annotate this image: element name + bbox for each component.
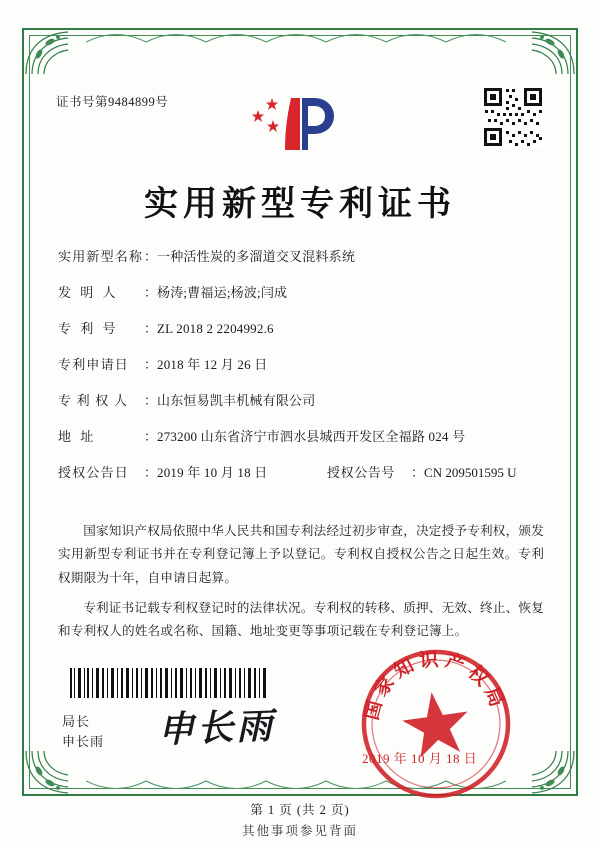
field-label: 发 明 人 (58, 285, 119, 300)
field-colon: ： (144, 465, 158, 480)
paragraph-grant: 国家知识产权局依照中华人民共和国专利法经过初步审查，决定授予专利权，颁发实用新型专利证书并在专利登记簿上予以登记。专利权自授权公告之日起生效。专利权期限为十年，自申请日起算。 (58, 524, 544, 585)
paragraph-registry: 专利证书记载专利权登记时的法律状况。专利权的转移、质押、无效、终止、恢复和专利权人的姓名或名称、国籍、地址变更等事项记载在专利登记簿上。 (58, 600, 544, 639)
field-row-inventors (58, 283, 544, 303)
field-label: 专 利 号 (58, 321, 119, 336)
field-value: 一种活性炭的多溜道交叉混料系统 (157, 249, 356, 264)
field-colon: ： (144, 249, 158, 264)
page-title: 实用新型专利证书 (144, 186, 456, 223)
field-colon: ： (144, 357, 158, 372)
director-label-line2: 申长雨 (62, 733, 105, 749)
field-value: 杨涛;曹福运;杨波;闫成 (157, 285, 288, 300)
field-label: 地 址 (58, 429, 97, 444)
cnipa-logo-icon (244, 88, 356, 158)
legal-text-block (58, 520, 544, 650)
edge-ornament-icon (86, 30, 514, 44)
field-row-address (58, 427, 544, 447)
field-row-application-date (58, 355, 544, 375)
field-value-secondary: CN 209501595 U (424, 465, 517, 480)
field-value: 2019 年 10 月 18 日 (157, 465, 268, 480)
barcode (68, 668, 268, 698)
field-row-name (58, 247, 544, 267)
corner-ornament-icon (24, 30, 80, 76)
field-value: 273200 山东省济宁市泗水县城西开发区全福路 024 号 (157, 429, 466, 444)
field-colon: ： (144, 285, 158, 300)
corner-ornament-icon (24, 749, 80, 795)
corner-ornament-icon (520, 749, 576, 795)
certificate-number: 证书号第9484899号 (56, 95, 169, 109)
field-list (58, 247, 544, 499)
official-seal (352, 640, 520, 808)
director-label-line1: 局长 (62, 714, 91, 729)
page-number: 第 1 页 (共 2 页) (250, 803, 350, 817)
svg-text:国家知识产权局: 国家知识产权局 (361, 649, 509, 723)
field-colon: ： (144, 321, 158, 336)
field-colon: ： (144, 429, 158, 444)
field-label-secondary: 授权公告号 (327, 465, 396, 480)
field-label: 专 利 权 人 (58, 393, 129, 408)
director-label (62, 712, 104, 751)
field-label: 专利申请日 (58, 357, 130, 372)
footnote: 其他事项参见背面 (241, 824, 358, 838)
qr-code-icon (482, 86, 544, 148)
field-row-patentee (58, 391, 544, 411)
field-colon: ： (144, 393, 158, 408)
field-label: 实用新型名称 (58, 249, 144, 264)
field-colon: ： (411, 465, 425, 480)
field-label: 授权公告日 (58, 465, 130, 480)
field-row-grant-announcement (58, 463, 544, 483)
field-value: 2018 年 12 月 26 日 (157, 357, 268, 372)
seal-date: 2019 年 10 月 18 日 (362, 751, 478, 766)
field-row-patent-number (58, 319, 544, 339)
director-signature: 申长雨 (157, 705, 276, 751)
field-value: ZL 2018 2 2204992.6 (157, 321, 274, 336)
field-value: 山东恒易凯丰机械有限公司 (157, 393, 316, 408)
corner-ornament-icon (520, 30, 576, 76)
